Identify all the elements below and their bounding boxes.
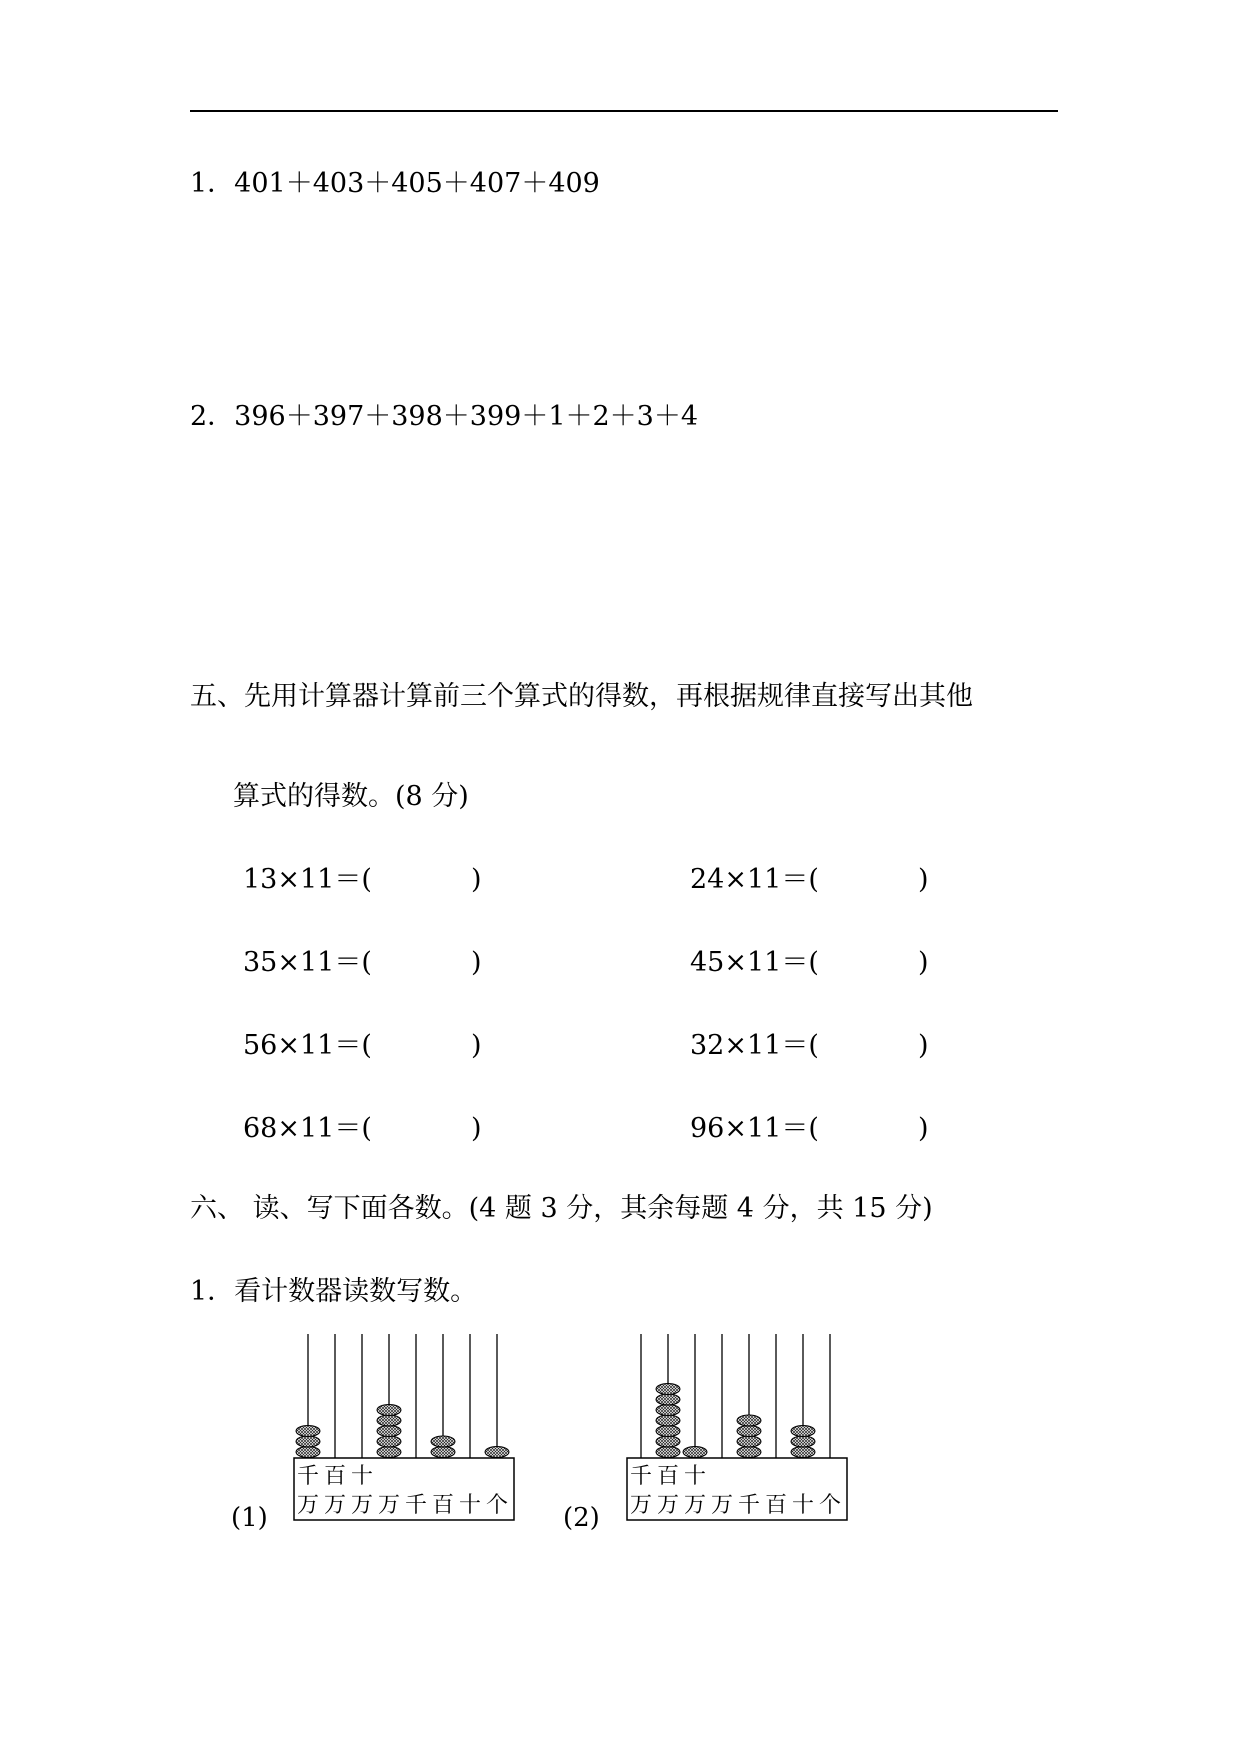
- abacus-bead: [656, 1384, 680, 1395]
- abacus-1-label: (1): [231, 1503, 268, 1533]
- abacus-place-label: 个: [485, 1493, 509, 1518]
- abacus-place-label: 万: [656, 1493, 680, 1518]
- abacus-place-label: 十: [791, 1493, 815, 1518]
- equation-68x11: [243, 1113, 482, 1144]
- section-5-heading-line1: 五、先用计算器计算前三个算式的得数，再根据规律直接写出其他: [190, 681, 973, 712]
- abacus-place-label: 万: [350, 1493, 374, 1518]
- equation-answer-close: ): [918, 864, 929, 895]
- equation-32x11: [690, 1030, 929, 1061]
- abacus-bead: [296, 1436, 320, 1447]
- abacus-place-label: 百: [431, 1493, 455, 1518]
- abacus-top-label: 千: [629, 1464, 653, 1489]
- section-5-heading-line2: 算式的得数。(8 分): [233, 781, 469, 812]
- header-rule: [190, 110, 1058, 112]
- equation-45x11: [690, 947, 929, 978]
- equation-left: 45×11＝(: [690, 947, 819, 978]
- equation-left: 56×11＝(: [243, 1030, 372, 1061]
- abacus-bead: [737, 1447, 761, 1458]
- equation-answer-close: ): [918, 947, 929, 978]
- abacus-place-label: 万: [323, 1493, 347, 1518]
- abacus-top-label: 十: [683, 1464, 707, 1489]
- abacus-top-label: 百: [656, 1464, 680, 1489]
- equation-left: 35×11＝(: [243, 947, 372, 978]
- equation-13x11: [243, 864, 482, 895]
- abacus-bead: [656, 1405, 680, 1416]
- abacus-bead: [737, 1426, 761, 1437]
- abacus-bead: [296, 1447, 320, 1458]
- abacus-bead: [737, 1436, 761, 1447]
- abacus-bead: [656, 1447, 680, 1458]
- equation-left: 13×11＝(: [243, 864, 372, 895]
- abacus-top-label: 百: [323, 1464, 347, 1489]
- abacus-bead: [656, 1426, 680, 1437]
- abacus-place-label: 万: [710, 1493, 734, 1518]
- equation-left: 24×11＝(: [690, 864, 819, 895]
- abacus-bead: [377, 1426, 401, 1437]
- abacus-bead: [656, 1436, 680, 1447]
- equation-35x11: [243, 947, 482, 978]
- equation-answer-close: ): [918, 1113, 929, 1144]
- abacus-bead: [791, 1426, 815, 1437]
- abacus-place-label: 万: [296, 1493, 320, 1518]
- equation-answer-close: ): [918, 1030, 929, 1061]
- section-6-heading: 六、 读、写下面各数。(4 题 3 分，其余每题 4 分，共 15 分): [190, 1193, 933, 1224]
- equation-24x11: [690, 864, 929, 895]
- equation-answer-close: ): [471, 947, 482, 978]
- abacus-place-label: 百: [764, 1493, 788, 1518]
- abacus-place-label: 十: [458, 1493, 482, 1518]
- equation-left: 96×11＝(: [690, 1113, 819, 1144]
- abacus-bead: [791, 1447, 815, 1458]
- abacus-bead: [683, 1447, 707, 1458]
- abacus-bead: [791, 1436, 815, 1447]
- equation-56x11: [243, 1030, 482, 1061]
- abacus-place-label: 万: [377, 1493, 401, 1518]
- equation-answer-close: ): [471, 864, 482, 895]
- abacus-bead: [485, 1447, 509, 1458]
- equation-96x11: [690, 1113, 929, 1144]
- abacus-bead: [377, 1415, 401, 1426]
- equation-answer-close: ): [471, 1113, 482, 1144]
- abacus-2-label: (2): [563, 1503, 600, 1533]
- abacus-bead: [377, 1436, 401, 1447]
- equation-answer-close: ): [471, 1030, 482, 1061]
- abacus-top-label: 十: [350, 1464, 374, 1489]
- abacus-top-label: 千: [296, 1464, 320, 1489]
- abacus-2: [623, 1330, 853, 1524]
- section-6-question-1: 1．看计数器读数写数。: [190, 1276, 478, 1307]
- abacus-place-label: 千: [737, 1493, 761, 1518]
- abacus-bead: [656, 1394, 680, 1405]
- abacus-place-label: 万: [629, 1493, 653, 1518]
- abacus-bead: [737, 1415, 761, 1426]
- abacus-bead: [431, 1436, 455, 1447]
- abacus-bead: [377, 1447, 401, 1458]
- equation-left: 32×11＝(: [690, 1030, 819, 1061]
- question-4-1: 1．401＋403＋405＋407＋409: [190, 168, 600, 199]
- abacus-place-label: 千: [404, 1493, 428, 1518]
- abacus-bead: [656, 1415, 680, 1426]
- abacus-1: [290, 1330, 520, 1524]
- abacus-place-label: 万: [683, 1493, 707, 1518]
- abacus-bead: [296, 1426, 320, 1437]
- abacus-bead: [377, 1405, 401, 1416]
- equation-left: 68×11＝(: [243, 1113, 372, 1144]
- question-4-2: 2．396＋397＋398＋399＋1＋2＋3＋4: [190, 401, 699, 432]
- abacus-bead: [431, 1447, 455, 1458]
- abacus-place-label: 个: [818, 1493, 842, 1518]
